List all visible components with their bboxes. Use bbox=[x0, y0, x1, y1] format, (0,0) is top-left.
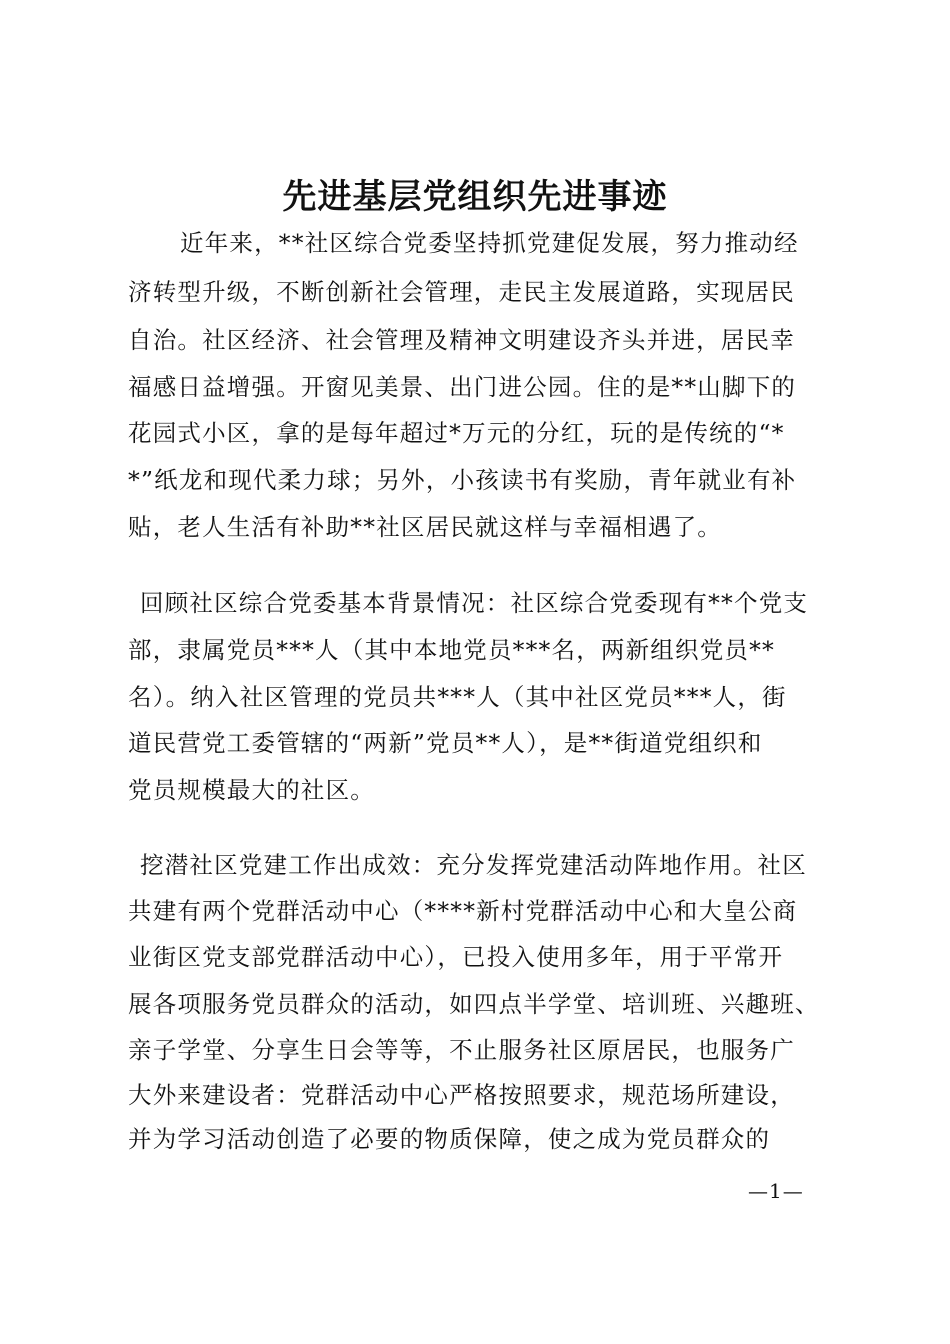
paragraph-3-line-1: 挖潜社区党建工作出成效：充分发挥党建活动阵地作用。社区 bbox=[140, 851, 807, 879]
paragraph-2-line-3: 名）。纳入社区管理的党员共***人（其中社区党员***人，街 bbox=[128, 683, 787, 711]
paragraph-3-line-5: 亲子学堂、分享生日会等等，不止服务社区原居民，也服务广 bbox=[128, 1036, 795, 1064]
paragraph-1-line-2: 济转型升级，不断创新社会管理，走民主发展道路，实现居民 bbox=[128, 278, 795, 306]
paragraph-2-line-4: 道民营党工委管辖的“两新”党员**人），是**街道党组织和 bbox=[128, 729, 763, 757]
paragraph-1-line-6: *”纸龙和现代柔力球；另外，小孩读书有奖励，青年就业有补 bbox=[128, 466, 797, 494]
paragraph-3-line-4: 展各项服务党员群众的活动，如四点半学堂、培训班、兴趣班、 bbox=[128, 990, 820, 1018]
paragraph-1-line-1: 近年来，**社区综合党委坚持抓党建促发展，努力推动经 bbox=[180, 229, 799, 257]
paragraph-3-line-7: 并为学习活动创造了必要的物质保障，使之成为党员群众的 bbox=[128, 1125, 771, 1153]
page-number: —1— bbox=[748, 1179, 804, 1203]
paragraph-3-line-6: 大外来建设者：党群活动中心严格按照要求，规范场所建设， bbox=[128, 1081, 795, 1109]
paragraph-1-line-7: 贴，老人生活有补助**社区居民就这样与幸福相遇了。 bbox=[128, 513, 722, 541]
paragraph-3-line-3: 业街区党支部党群活动中心），已投入使用多年，用于平常开 bbox=[128, 943, 784, 971]
paragraph-2-line-2: 部，隶属党员***人（其中本地党员***名，两新组织党员** bbox=[128, 636, 775, 664]
paragraph-3-line-2: 共建有两个党群活动中心（****新村党群活动中心和大皇公商 bbox=[128, 897, 798, 925]
paragraph-2-line-1: 回顾社区综合党委基本背景情况：社区综合党委现有**个党支 bbox=[140, 589, 809, 617]
paragraph-1-line-5: 花园式小区，拿的是每年超过*万元的分红，玩的是传统的“* bbox=[128, 419, 785, 447]
paragraph-2-line-5: 党员规模最大的社区。 bbox=[128, 776, 375, 804]
paragraph-1-line-4: 福感日益增强。开窗见美景、出门进公园。住的是**山脚下的 bbox=[128, 373, 797, 401]
paragraph-1-line-3: 自治。社区经济、社会管理及精神文明建设齐头并进，居民幸 bbox=[128, 326, 795, 354]
page-title: 先进基层党组织先进事迹 bbox=[282, 177, 668, 217]
